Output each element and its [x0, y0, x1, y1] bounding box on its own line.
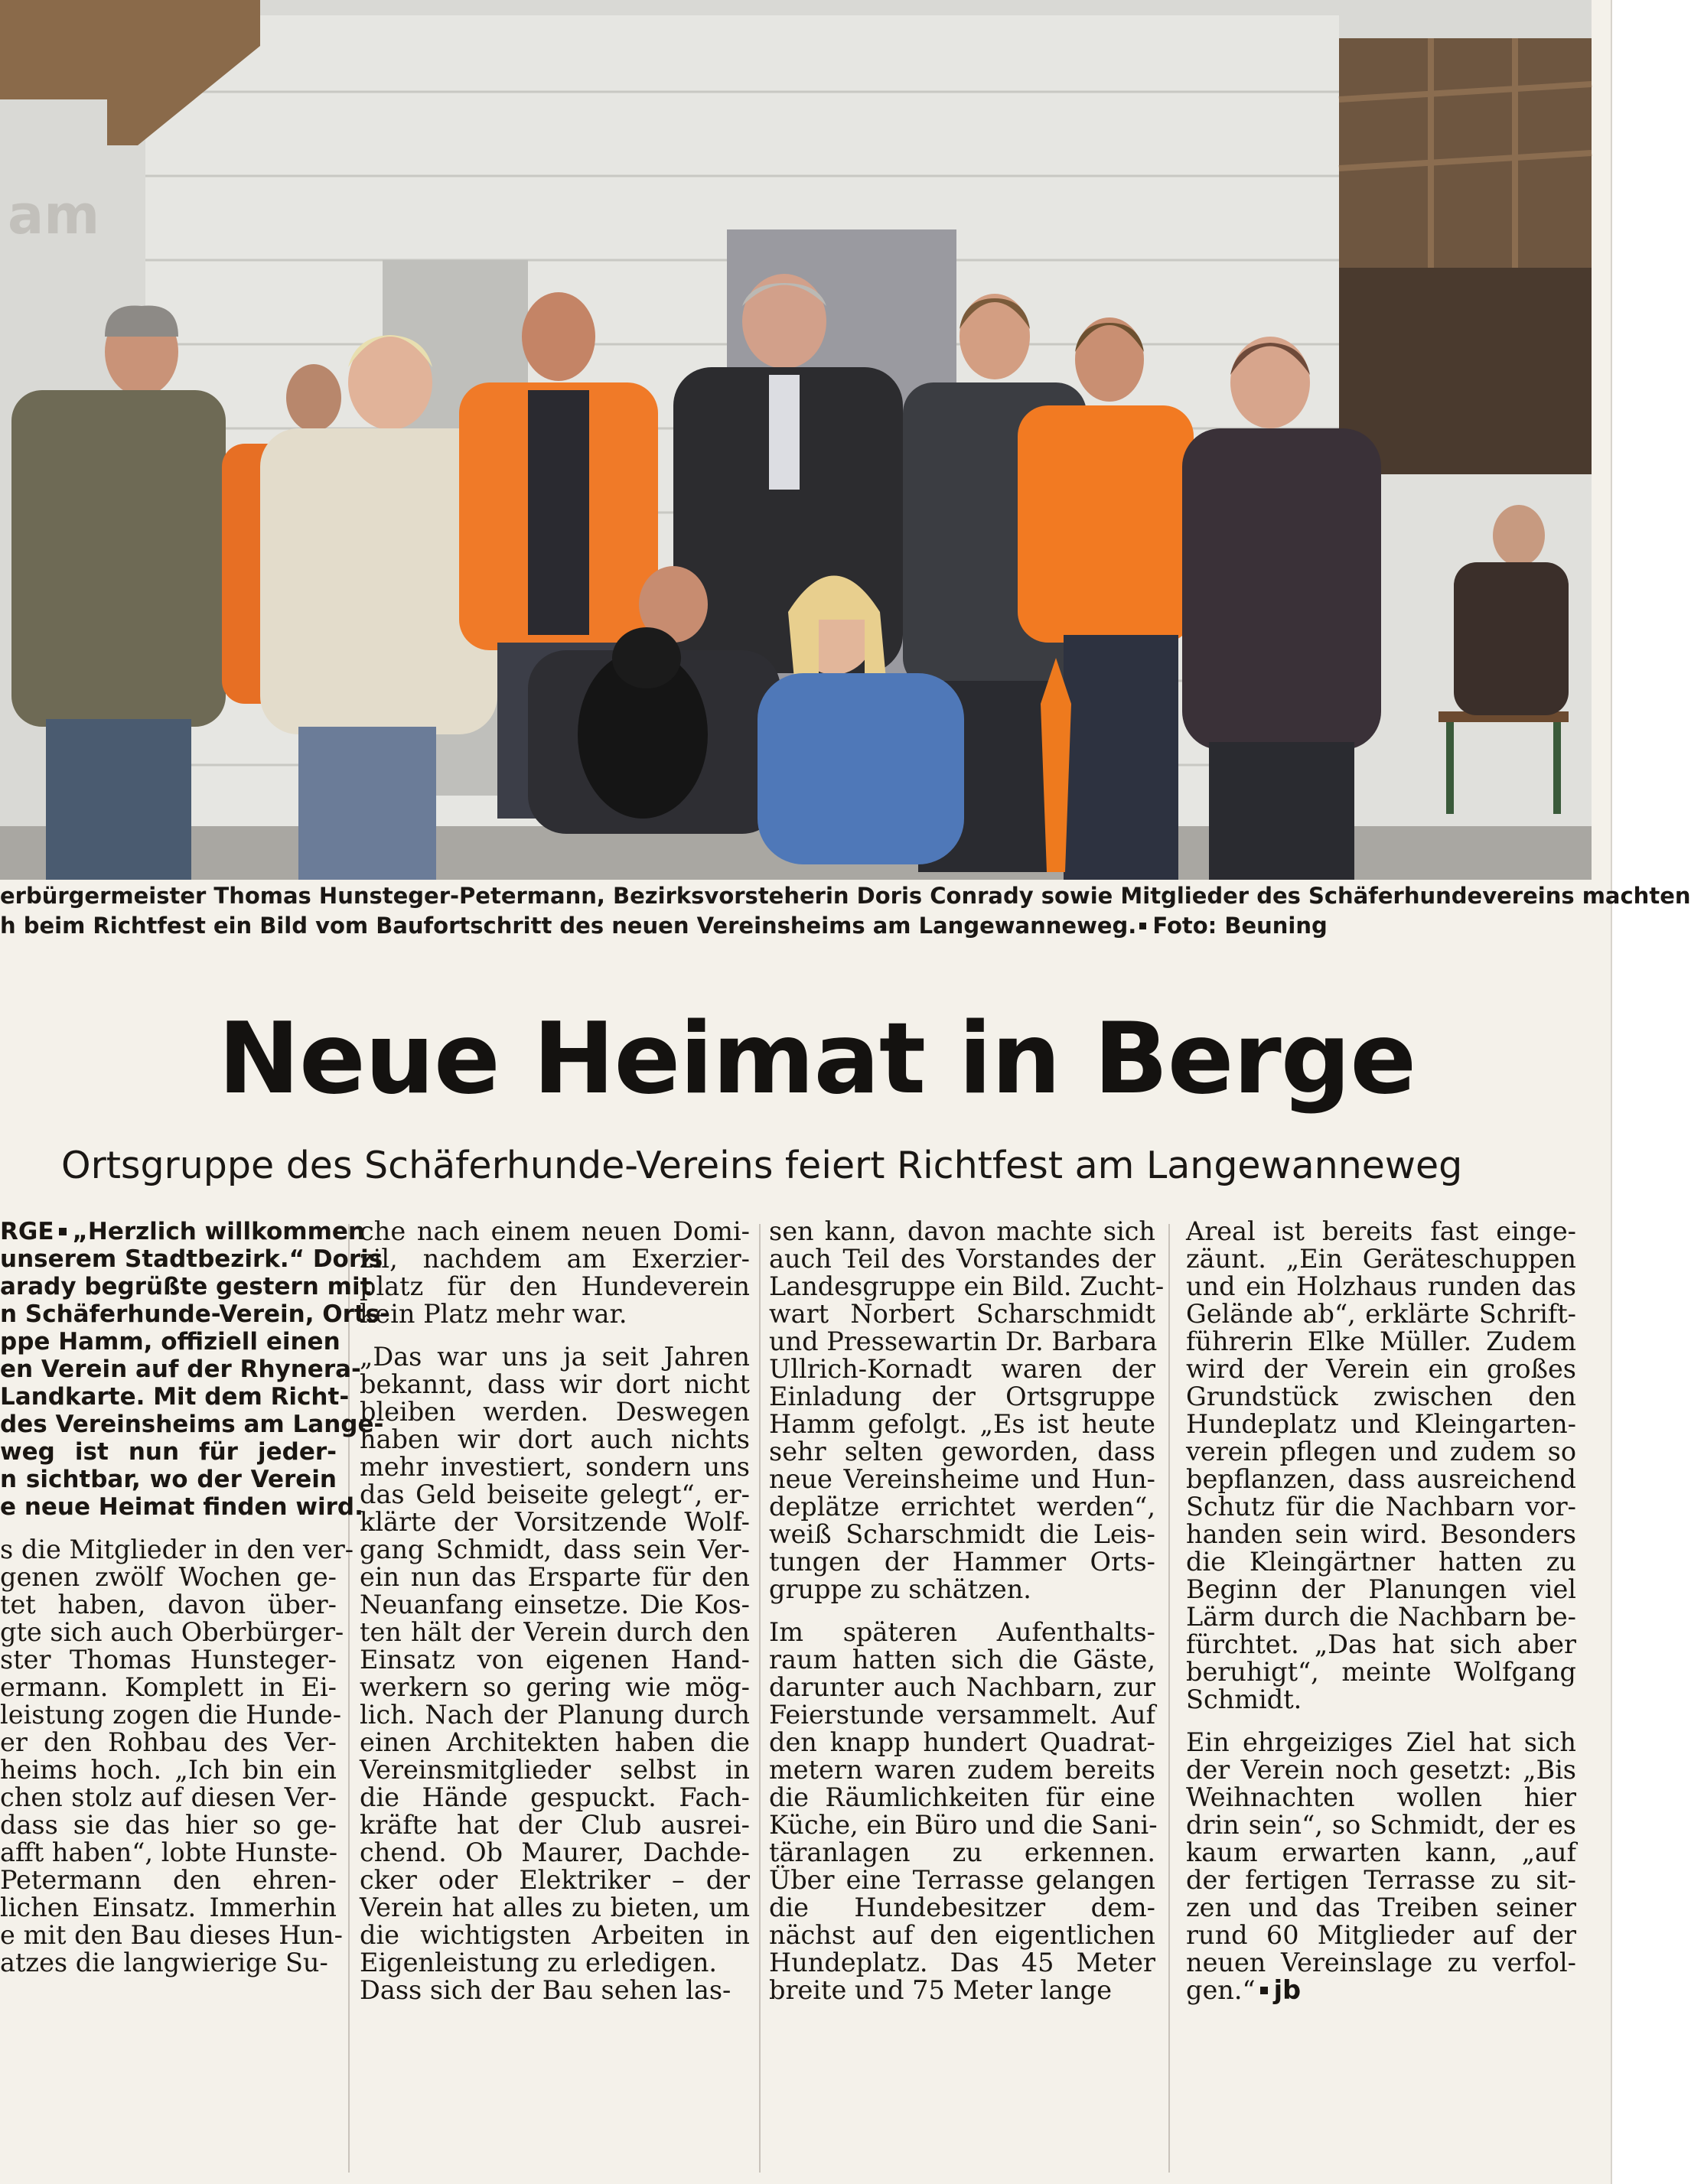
text-line: beruhigt“, meinte Wolfgang — [1186, 1657, 1576, 1687]
text-line: raum hatten sich die Gäste, — [769, 1645, 1155, 1675]
text-line: Einsatz von eigenen Hand- — [360, 1645, 750, 1675]
text-line: ppe Hamm, offiziell einen — [0, 1328, 340, 1356]
text-line: sen kann, davon machte sich — [769, 1216, 1155, 1246]
article-lead — [0, 1218, 390, 1521]
text-line: che nach einem neuen Domi- — [360, 1216, 750, 1246]
text-line: Petermann den ehren- — [0, 1865, 337, 1895]
text-line: Vereinsmitglieder selbst in — [360, 1755, 750, 1785]
caption-line: h beim Richtfest ein Bild vom Baufortschritt des neuen Vereinsheims am Langewanneweg. Foto: Beuning — [0, 913, 1328, 939]
text-line: unserem Stadtbezirk.“ Doris — [0, 1245, 383, 1273]
text-line: Ein ehrgeiziges Ziel hat sich — [1186, 1727, 1576, 1757]
text-line: tungen der Hammer Orts- — [769, 1547, 1155, 1577]
text-line: Feierstunde versammelt. Auf — [769, 1700, 1155, 1730]
text-line: Landkarte. Mit dem Richt- — [0, 1383, 350, 1411]
text-line: Neuanfang einsetze. Die Kos- — [360, 1590, 750, 1619]
bleedthrough-text: am — [8, 184, 100, 246]
text-line: dass sie das hier so ge- — [0, 1810, 337, 1840]
text-line: n sichtbar, wo der Verein — [0, 1466, 337, 1493]
text-line: gang Schmidt, dass sein Ver- — [360, 1535, 750, 1564]
text-line: der fertigen Terrasse zu sit- — [1186, 1865, 1576, 1895]
text-line: zäunt. „Ein Geräteschuppen — [1186, 1244, 1576, 1274]
article-subheadline: Ortsgruppe des Schäferhunde-Vereins feiert Richtfest am Langewanneweg — [61, 1144, 1463, 1187]
text-line: er den Rohbau des Ver- — [0, 1727, 337, 1757]
text-line: auch Teil des Vorstandes der — [769, 1244, 1155, 1274]
text-line: führerin Elke Müller. Zudem — [1186, 1326, 1576, 1356]
text-line: genen zwölf Wochen ge- — [0, 1562, 337, 1592]
text-line: Beginn der Planungen viel — [1186, 1574, 1576, 1604]
text-line: Schutz für die Nachbarn vor- — [1186, 1492, 1576, 1522]
caption-line: erbürgermeister Thomas Hunsteger-Petermann, Bezirksvorsteherin Doris Conrady sowie Mitglieder des Schäferhundevereins machten — [0, 883, 1691, 909]
text-line: einen Architekten haben die — [360, 1727, 750, 1757]
text-line: weg ist nun für jeder- — [0, 1438, 337, 1466]
text-line: zil, nachdem am Exerzier- — [360, 1244, 750, 1274]
text-line: die Räumlichkeiten für eine — [769, 1782, 1155, 1812]
text-line: darunter auch Nachbarn, zur — [769, 1672, 1155, 1702]
text-line: mehr investiert, sondern uns — [360, 1452, 750, 1482]
column-divider — [759, 1224, 761, 2173]
text-line: Küche, ein Büro und die Sani- — [769, 1810, 1158, 1840]
article-column-2 — [360, 1218, 750, 2004]
text-line: täranlagen zu erkennen. — [769, 1837, 1155, 1867]
text-line: leistung zogen die Hunde- — [0, 1700, 342, 1730]
text-line: neue Vereinsheime und Hun- — [769, 1464, 1155, 1494]
text-line: Eigenleistung zu erledigen. — [360, 1948, 718, 1977]
text-line: die Hundebesitzer dem- — [769, 1893, 1155, 1922]
text-line: RGE „Herzlich willkommen — [0, 1218, 365, 1245]
text-line: handen sein wird. Besonders — [1186, 1519, 1576, 1549]
text-line: e neue Heimat finden wird. — [0, 1493, 363, 1521]
text-line: arady begrüßte gestern mit — [0, 1273, 372, 1300]
text-line: werkern so gering wie mög- — [360, 1672, 750, 1702]
text-line: fürchtet. „Das hat sich aber — [1186, 1629, 1576, 1659]
text-line: bepflanzen, dass ausreichend — [1186, 1464, 1576, 1494]
text-line: cker oder Elektriker – der — [360, 1865, 750, 1895]
text-line: verein pflegen und zudem so — [1186, 1437, 1576, 1466]
photo-credit: Foto: Beuning — [1152, 913, 1328, 939]
text-line: heims hoch. „Ich bin ein — [0, 1755, 337, 1785]
text-line: die wichtigsten Arbeiten in — [360, 1920, 750, 1950]
text-line: das Geld beiseite gelegt“, er- — [360, 1479, 750, 1509]
text-line: lich. Nach der Planung durch — [360, 1700, 750, 1730]
text-line: kein Platz mehr war. — [360, 1299, 627, 1329]
text-line: rund 60 Mitglieder auf der — [1186, 1920, 1576, 1950]
text-line: nächst auf den eigentlichen — [769, 1920, 1155, 1950]
text-line: metern waren zudem bereits — [769, 1755, 1155, 1785]
group-photo-illustration — [0, 0, 1592, 880]
text-line: Areal ist bereits fast einge- — [1186, 1216, 1576, 1246]
text-line: atzes die langwierige Su- — [0, 1948, 328, 1977]
text-line: Hundeplatz. Das 45 Meter — [769, 1948, 1155, 1977]
text-line — [1186, 1977, 1576, 2004]
text-line: klärte der Vorsitzende Wolf- — [360, 1507, 750, 1537]
bullet-icon — [59, 1228, 67, 1235]
text-line: Grundstück zwischen den — [1186, 1382, 1576, 1411]
text-line: haben wir dort auch nichts — [360, 1424, 750, 1454]
text-line: Verein hat alles zu bieten, um — [360, 1893, 750, 1922]
text-line: drin sein“, so Schmidt, der es — [1186, 1810, 1576, 1840]
text-line: Gelände ab“, erklärte Schrift- — [1186, 1299, 1576, 1329]
text-line: lichen Einsatz. Immerhin — [0, 1893, 337, 1922]
text-line: e mit den Bau dieses Hun- — [0, 1920, 343, 1950]
text-line: „Das war uns ja seit Jahren — [360, 1342, 750, 1372]
article-column-1 — [0, 1218, 390, 1977]
text-line: kräfte hat der Club ausrei- — [360, 1810, 750, 1840]
text-line: gte sich auch Oberbürger- — [0, 1617, 344, 1647]
text-line: ten hält der Verein durch den — [360, 1617, 750, 1647]
photo-caption — [0, 881, 1691, 941]
text-line: Lärm durch die Nachbarn be- — [1186, 1602, 1576, 1632]
article-headline: Neue Heimat in Berge — [217, 1002, 1416, 1116]
text-line: chend. Ob Maurer, Dachde- — [360, 1837, 750, 1867]
text-line: Im späteren Aufenthalts- — [769, 1617, 1155, 1647]
text-line: Hamm gefolgt. „Es ist heute — [769, 1409, 1155, 1439]
text-line: Ullrich-Kornadt waren der — [769, 1354, 1155, 1384]
text-line: deplätze errichtet werden“, — [769, 1492, 1155, 1522]
text-line: weiß Scharschmidt die Leis- — [769, 1519, 1155, 1549]
text-line: Hundeplatz und Kleingarten- — [1186, 1409, 1576, 1439]
text-line: Über eine Terrasse gelangen — [769, 1865, 1155, 1895]
text-line: wart Norbert Scharschmidt — [769, 1299, 1155, 1329]
text-line: Dass sich der Bau sehen las- — [360, 1975, 731, 2005]
text-line: ermann. Komplett in Ei- — [0, 1672, 337, 1702]
text-line: ein nun das Ersparte für den — [360, 1562, 750, 1592]
text-line: breite und 75 Meter lange — [769, 1975, 1113, 2005]
article-photo — [0, 0, 1592, 880]
text-line: und ein Holzhaus runden das — [1186, 1271, 1576, 1301]
text-line: bekannt, dass wir dort nicht — [360, 1369, 750, 1399]
text-line: gruppe zu schätzen. — [769, 1574, 1031, 1604]
text-line: chen stolz auf diesen Ver- — [0, 1782, 337, 1812]
text-line: en Verein auf der Rhynera- — [0, 1356, 361, 1383]
text-line: und Pressewartin Dr. Barbara — [769, 1326, 1158, 1356]
text-line: den knapp hundert Quadrat- — [769, 1727, 1155, 1757]
text-line: sehr selten geworden, dass — [769, 1437, 1155, 1466]
text-line: der Verein noch gesetzt: „Bis — [1186, 1755, 1576, 1785]
text-line: des Vereinsheims am Lange- — [0, 1411, 384, 1438]
text-line: Einladung der Ortsgruppe — [769, 1382, 1155, 1411]
article-body — [0, 1535, 354, 1977]
bullet-icon — [1260, 1987, 1268, 1994]
text-line: zen und das Treiben seiner — [1186, 1893, 1576, 1922]
text-line: kaum erwarten kann, „auf — [1186, 1837, 1576, 1867]
text-line: tet haben, davon über- — [0, 1590, 337, 1619]
text-line: Weihnachten wollen hier — [1186, 1782, 1576, 1812]
text-line: afft haben“, lobte Hunste- — [0, 1837, 338, 1867]
text-line: bleiben werden. Deswegen — [360, 1397, 750, 1427]
article-column-3 — [769, 1216, 1165, 2005]
text-line: neuen Vereinslage zu verfol- — [1186, 1948, 1576, 1977]
bullet-icon — [1139, 923, 1146, 929]
text-fragment: gen.“ — [1186, 1975, 1256, 2005]
text-line: ster Thomas Hunsteger- — [0, 1645, 337, 1675]
text-line: die Kleingärtner hatten zu — [1186, 1547, 1576, 1577]
author-initials: jb — [1273, 1975, 1302, 2005]
text-line: Schmidt. — [1186, 1684, 1302, 1714]
text-line: n Schäferhunde-Verein, Orts- — [0, 1300, 390, 1328]
text-line: wird der Verein ein großes — [1186, 1354, 1576, 1384]
text-line: s die Mitglieder in den ver- — [0, 1535, 354, 1564]
column-divider — [1168, 1224, 1170, 2173]
text-line: Landesgruppe ein Bild. Zucht- — [769, 1271, 1165, 1301]
text-line: platz für den Hundeverein — [360, 1271, 750, 1301]
article-column-4 — [1186, 1218, 1576, 2004]
text-line: die Hände gespuckt. Fach- — [360, 1782, 750, 1812]
